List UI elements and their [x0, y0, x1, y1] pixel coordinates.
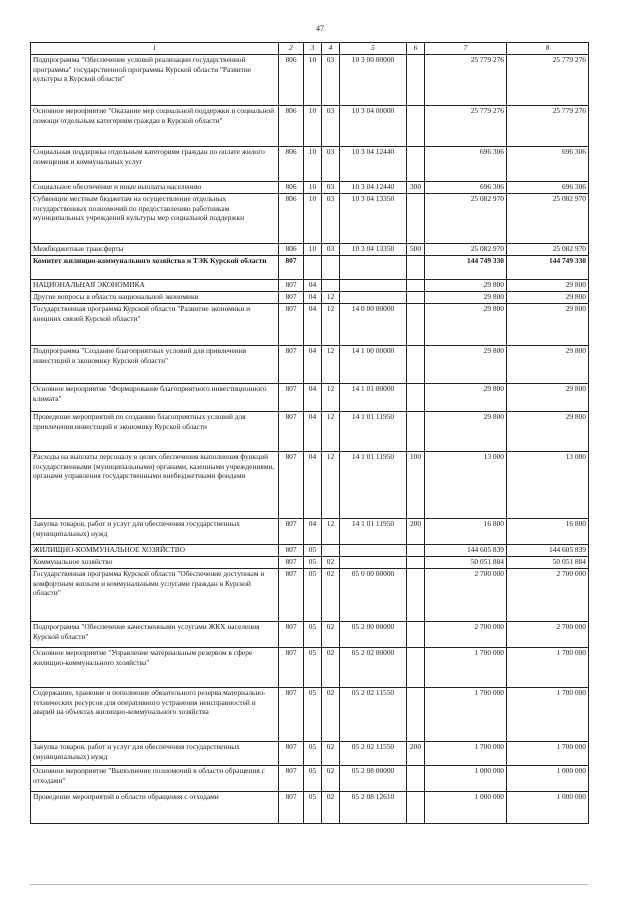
- cell-amount-1: 25 082 970: [425, 194, 507, 244]
- cell-amount-1: 1 700 000: [425, 742, 507, 766]
- cell-subsection: [322, 545, 340, 557]
- cell-ministry-code: 806: [279, 106, 304, 147]
- page-bottom-divider: [30, 884, 588, 885]
- cell-amount-2: 2 700 000: [507, 622, 589, 648]
- cell-ministry-code: 807: [279, 452, 304, 519]
- table-row: [31, 292, 589, 304]
- col-header-name: 1: [31, 43, 279, 55]
- table-row: [31, 256, 589, 280]
- cell-section: 04: [304, 346, 322, 384]
- cell-name: Подпрограмма "Обеспечение условий реализации государственной программы" государственной программы Курской области "Развитие культуры в Курской области": [31, 55, 279, 106]
- table-row: [31, 452, 589, 519]
- cell-expense-type: [407, 194, 425, 244]
- cell-expense-type: [407, 569, 425, 622]
- cell-expense-type: [407, 292, 425, 304]
- cell-ministry-code: 807: [279, 545, 304, 557]
- cell-subsection: 02: [322, 742, 340, 766]
- cell-expense-type: [407, 384, 425, 412]
- cell-section: 05: [304, 742, 322, 766]
- cell-expense-type: [407, 147, 425, 182]
- cell-section: 04: [304, 412, 322, 452]
- col-header-amount-1: 7: [425, 43, 507, 55]
- cell-amount-2: 1 700 000: [507, 688, 589, 742]
- cell-name: Подпрограмма "Обеспечение качественными услугами ЖКХ населения Курской области": [31, 622, 279, 648]
- cell-section: 05: [304, 569, 322, 622]
- cell-target-article: 05 2 08 00000: [340, 766, 407, 792]
- cell-target-article: [340, 256, 407, 280]
- cell-target-article: 10 3 04 12440: [340, 147, 407, 182]
- cell-ministry-code: 807: [279, 648, 304, 688]
- cell-name: Основное мероприятие "Формирование благоприятного инвестиционного климата": [31, 384, 279, 412]
- cell-section: 04: [304, 384, 322, 412]
- cell-section: 05: [304, 792, 322, 824]
- cell-name: Содержание, хранение и пополнение обязательного резерва материально-технических ресурсов для оперативного устранения неисправностей и аварий на объектах жилищно-коммунального хозяйства: [31, 688, 279, 742]
- cell-subsection: 02: [322, 622, 340, 648]
- cell-name: Коммунальное хозяйство: [31, 557, 279, 569]
- cell-name: Субвенции местным бюджетам на осуществление отдельных государственных полномочий по предоставлению работникам муниципальных учреждений культуры мер социальной поддержки: [31, 194, 279, 244]
- col-header-target: 5: [340, 43, 407, 55]
- table-row: [31, 569, 589, 622]
- cell-amount-1: 25 082 970: [425, 244, 507, 256]
- cell-ministry-code: 807: [279, 384, 304, 412]
- cell-subsection: 12: [322, 304, 340, 346]
- table-row: [31, 346, 589, 384]
- cell-target-article: 05 2 00 00000: [340, 622, 407, 648]
- cell-ministry-code: 806: [279, 194, 304, 244]
- cell-subsection: 03: [322, 106, 340, 147]
- cell-expense-type: [407, 256, 425, 280]
- cell-amount-1: 1 000 000: [425, 792, 507, 824]
- cell-name: Государственная программа Курской области "Развитие экономики и внешних связей Курской области": [31, 304, 279, 346]
- cell-expense-type: [407, 792, 425, 824]
- cell-section: 10: [304, 55, 322, 106]
- table-row: [31, 792, 589, 824]
- cell-amount-2: 29 800: [507, 384, 589, 412]
- cell-ministry-code: 807: [279, 622, 304, 648]
- cell-ministry-code: 807: [279, 766, 304, 792]
- cell-target-article: [340, 292, 407, 304]
- cell-amount-1: 50 051 884: [425, 557, 507, 569]
- cell-subsection: 03: [322, 182, 340, 194]
- cell-expense-type: 500: [407, 244, 425, 256]
- table-row: [31, 545, 589, 557]
- cell-name: Государственная программа Курской области "Обеспечение доступным и комфортным жильем и коммунальными услугами граждан в Курской области": [31, 569, 279, 622]
- col-header-section: 3: [304, 43, 322, 55]
- cell-section: 10: [304, 106, 322, 147]
- cell-target-article: 05 0 00 00000: [340, 569, 407, 622]
- table-row: [31, 648, 589, 688]
- cell-section: 05: [304, 648, 322, 688]
- cell-amount-2: 16 800: [507, 519, 589, 545]
- cell-section: 04: [304, 304, 322, 346]
- table-row: [31, 766, 589, 792]
- col-header-subsection: 4: [322, 43, 340, 55]
- cell-section: 05: [304, 766, 322, 792]
- cell-ministry-code: 807: [279, 688, 304, 742]
- cell-ministry-code: 806: [279, 244, 304, 256]
- cell-target-article: 10 3 04 12440: [340, 182, 407, 194]
- cell-expense-type: [407, 55, 425, 106]
- cell-target-article: 14 1 01 11950: [340, 412, 407, 452]
- cell-target-article: 10 3 04 00000: [340, 106, 407, 147]
- cell-expense-type: 100: [407, 452, 425, 519]
- col-header-ministry: 2: [279, 43, 304, 55]
- cell-section: [304, 256, 322, 280]
- cell-amount-1: 16 800: [425, 519, 507, 545]
- cell-subsection: 12: [322, 346, 340, 384]
- cell-expense-type: [407, 648, 425, 688]
- cell-ministry-code: 806: [279, 182, 304, 194]
- cell-target-article: 14 0 00 00000: [340, 304, 407, 346]
- cell-section: 04: [304, 292, 322, 304]
- cell-amount-1: 2 700 000: [425, 569, 507, 622]
- cell-section: 04: [304, 280, 322, 292]
- cell-expense-type: [407, 280, 425, 292]
- cell-expense-type: 200: [407, 519, 425, 545]
- cell-ministry-code: 807: [279, 792, 304, 824]
- cell-target-article: [340, 545, 407, 557]
- cell-amount-1: 144 605 839: [425, 545, 507, 557]
- cell-amount-2: 144 605 839: [507, 545, 589, 557]
- cell-section: 10: [304, 244, 322, 256]
- cell-ministry-code: 807: [279, 292, 304, 304]
- cell-amount-2: 1 000 000: [507, 792, 589, 824]
- cell-subsection: 02: [322, 648, 340, 688]
- cell-amount-2: 29 800: [507, 412, 589, 452]
- cell-amount-2: 1 700 000: [507, 742, 589, 766]
- table-header-row: [31, 43, 589, 55]
- table-row: [31, 622, 589, 648]
- cell-section: 10: [304, 182, 322, 194]
- cell-amount-1: 25 779 276: [425, 106, 507, 147]
- cell-section: 04: [304, 452, 322, 519]
- cell-ministry-code: 807: [279, 519, 304, 545]
- cell-amount-2: 29 800: [507, 292, 589, 304]
- cell-name: Расходы на выплаты персоналу в целях обеспечения выполнения функций государственными (муниципальными) органами, казенными учреждениями, органами управления государственными внебюджетными фондами: [31, 452, 279, 519]
- cell-name: Комитет жилищно-коммунального хозяйства и ТЭК Курской области: [31, 256, 279, 280]
- cell-target-article: 05 2 02 11550: [340, 742, 407, 766]
- cell-ministry-code: 807: [279, 346, 304, 384]
- cell-expense-type: [407, 557, 425, 569]
- cell-name: Межбюджетные трансферты: [31, 244, 279, 256]
- cell-ministry-code: 807: [279, 280, 304, 292]
- cell-target-article: 05 2 02 11550: [340, 688, 407, 742]
- cell-expense-type: [407, 766, 425, 792]
- cell-expense-type: [407, 346, 425, 384]
- cell-name: Другие вопросы в области национальной экономики: [31, 292, 279, 304]
- cell-expense-type: [407, 304, 425, 346]
- cell-subsection: 12: [322, 452, 340, 519]
- table-body: [31, 55, 589, 824]
- cell-amount-1: 1 000 000: [425, 766, 507, 792]
- cell-subsection: 02: [322, 792, 340, 824]
- cell-name: Основное мероприятие "Управление материальным резервом в сфере жилищно-коммунального хозяйства": [31, 648, 279, 688]
- cell-ministry-code: 807: [279, 569, 304, 622]
- table-row: [31, 194, 589, 244]
- cell-amount-2: 29 800: [507, 346, 589, 384]
- cell-amount-2: 1 000 000: [507, 766, 589, 792]
- cell-amount-1: 1 700 000: [425, 688, 507, 742]
- cell-amount-2: 2 700 000: [507, 569, 589, 622]
- cell-amount-2: 13 000: [507, 452, 589, 519]
- cell-subsection: 03: [322, 147, 340, 182]
- cell-amount-2: 1 700 000: [507, 648, 589, 688]
- cell-ministry-code: 806: [279, 147, 304, 182]
- cell-target-article: [340, 557, 407, 569]
- cell-target-article: 10 3 00 00000: [340, 55, 407, 106]
- cell-subsection: 12: [322, 412, 340, 452]
- cell-amount-1: 144 749 330: [425, 256, 507, 280]
- cell-ministry-code: 806: [279, 55, 304, 106]
- cell-target-article: 14 1 01 11950: [340, 519, 407, 545]
- table-row: [31, 412, 589, 452]
- cell-expense-type: [407, 688, 425, 742]
- table-row: [31, 280, 589, 292]
- table-row: [31, 106, 589, 147]
- cell-expense-type: 300: [407, 182, 425, 194]
- cell-subsection: 03: [322, 244, 340, 256]
- cell-ministry-code: 807: [279, 304, 304, 346]
- budget-table: [30, 42, 589, 824]
- cell-amount-1: 1 700 000: [425, 648, 507, 688]
- table-row: [31, 147, 589, 182]
- cell-amount-2: 696 306: [507, 147, 589, 182]
- cell-name: ЖИЛИЩНО-КОММУНАЛЬНОЕ ХОЗЯЙСТВО: [31, 545, 279, 557]
- cell-subsection: [322, 256, 340, 280]
- cell-expense-type: [407, 545, 425, 557]
- table-row: [31, 55, 589, 106]
- cell-amount-2: 25 082 970: [507, 194, 589, 244]
- cell-amount-1: 29 800: [425, 384, 507, 412]
- cell-amount-2: 25 082 970: [507, 244, 589, 256]
- table-row: [31, 244, 589, 256]
- cell-amount-1: 29 800: [425, 304, 507, 346]
- cell-subsection: 02: [322, 766, 340, 792]
- cell-name: Основное мероприятие "Выполнение полномочий в области обращения с отходами": [31, 766, 279, 792]
- cell-section: 05: [304, 688, 322, 742]
- cell-target-article: 14 1 00 00000: [340, 346, 407, 384]
- cell-amount-2: 144 749 330: [507, 256, 589, 280]
- cell-ministry-code: 807: [279, 742, 304, 766]
- cell-amount-1: 29 800: [425, 412, 507, 452]
- table-row: [31, 557, 589, 569]
- cell-amount-1: 696 306: [425, 147, 507, 182]
- cell-expense-type: [407, 412, 425, 452]
- cell-amount-2: 50 051 884: [507, 557, 589, 569]
- cell-target-article: 14 1 01 00000: [340, 384, 407, 412]
- cell-subsection: 02: [322, 569, 340, 622]
- col-header-amount-2: 8: [507, 43, 589, 55]
- cell-target-article: 10 3 04 13350: [340, 244, 407, 256]
- cell-subsection: 12: [322, 519, 340, 545]
- cell-section: 05: [304, 557, 322, 569]
- table-row: [31, 742, 589, 766]
- cell-subsection: 12: [322, 292, 340, 304]
- cell-subsection: 03: [322, 55, 340, 106]
- col-header-expense-type: 6: [407, 43, 425, 55]
- table-row: [31, 519, 589, 545]
- cell-name: Проведение мероприятий по созданию благоприятных условий для привлечения инвестиций в экономику Курской области: [31, 412, 279, 452]
- cell-amount-1: 29 800: [425, 346, 507, 384]
- cell-ministry-code: 807: [279, 256, 304, 280]
- cell-amount-1: 13 000: [425, 452, 507, 519]
- cell-amount-1: 25 779 276: [425, 55, 507, 106]
- cell-expense-type: [407, 106, 425, 147]
- cell-subsection: 02: [322, 557, 340, 569]
- cell-name: Социальная поддержка отдельным категориям граждан по оплате жилого помещения и коммунальных услуг: [31, 147, 279, 182]
- cell-name: Проведение мероприятий в области обращения с отходами: [31, 792, 279, 824]
- table-row: [31, 384, 589, 412]
- cell-subsection: 03: [322, 194, 340, 244]
- cell-expense-type: [407, 622, 425, 648]
- cell-name: Социальное обеспечение и иные выплаты населению: [31, 182, 279, 194]
- cell-amount-1: 29 800: [425, 292, 507, 304]
- cell-subsection: 02: [322, 688, 340, 742]
- cell-name: Основное мероприятие "Оказание мер социальной поддержки и социальной помощи отдельным категориям граждан в Курской области": [31, 106, 279, 147]
- cell-amount-2: 25 779 276: [507, 55, 589, 106]
- cell-section: 04: [304, 519, 322, 545]
- cell-amount-1: 29 800: [425, 280, 507, 292]
- cell-section: 10: [304, 147, 322, 182]
- cell-target-article: [340, 280, 407, 292]
- table-row: [31, 304, 589, 346]
- cell-subsection: [322, 280, 340, 292]
- cell-section: 05: [304, 545, 322, 557]
- cell-name: НАЦИОНАЛЬНАЯ ЭКОНОМИКА: [31, 280, 279, 292]
- table-row: [31, 688, 589, 742]
- cell-target-article: 10 3 04 13350: [340, 194, 407, 244]
- cell-amount-2: 25 779 276: [507, 106, 589, 147]
- cell-target-article: 05 2 08 12610: [340, 792, 407, 824]
- cell-ministry-code: 807: [279, 412, 304, 452]
- cell-amount-2: 29 800: [507, 304, 589, 346]
- cell-expense-type: 200: [407, 742, 425, 766]
- cell-section: 10: [304, 194, 322, 244]
- cell-name: Закупка товаров, работ и услуг для обеспечения государственных (муниципальных) нужд: [31, 742, 279, 766]
- cell-target-article: 05 2 02 00000: [340, 648, 407, 688]
- cell-amount-1: 2 700 000: [425, 622, 507, 648]
- cell-target-article: 14 1 01 11950: [340, 452, 407, 519]
- table-row: [31, 182, 589, 194]
- cell-section: 05: [304, 622, 322, 648]
- cell-name: Подпрограмма "Создание благоприятных условий для привлечения инвестиций в экономику Курской области": [31, 346, 279, 384]
- cell-amount-1: 696 306: [425, 182, 507, 194]
- cell-amount-2: 696 306: [507, 182, 589, 194]
- page-number: 47: [316, 24, 324, 33]
- cell-ministry-code: 807: [279, 557, 304, 569]
- cell-subsection: 12: [322, 384, 340, 412]
- cell-name: Закупка товаров, работ и услуг для обеспечения государственных (муниципальных) нужд: [31, 519, 279, 545]
- cell-amount-2: 29 800: [507, 280, 589, 292]
